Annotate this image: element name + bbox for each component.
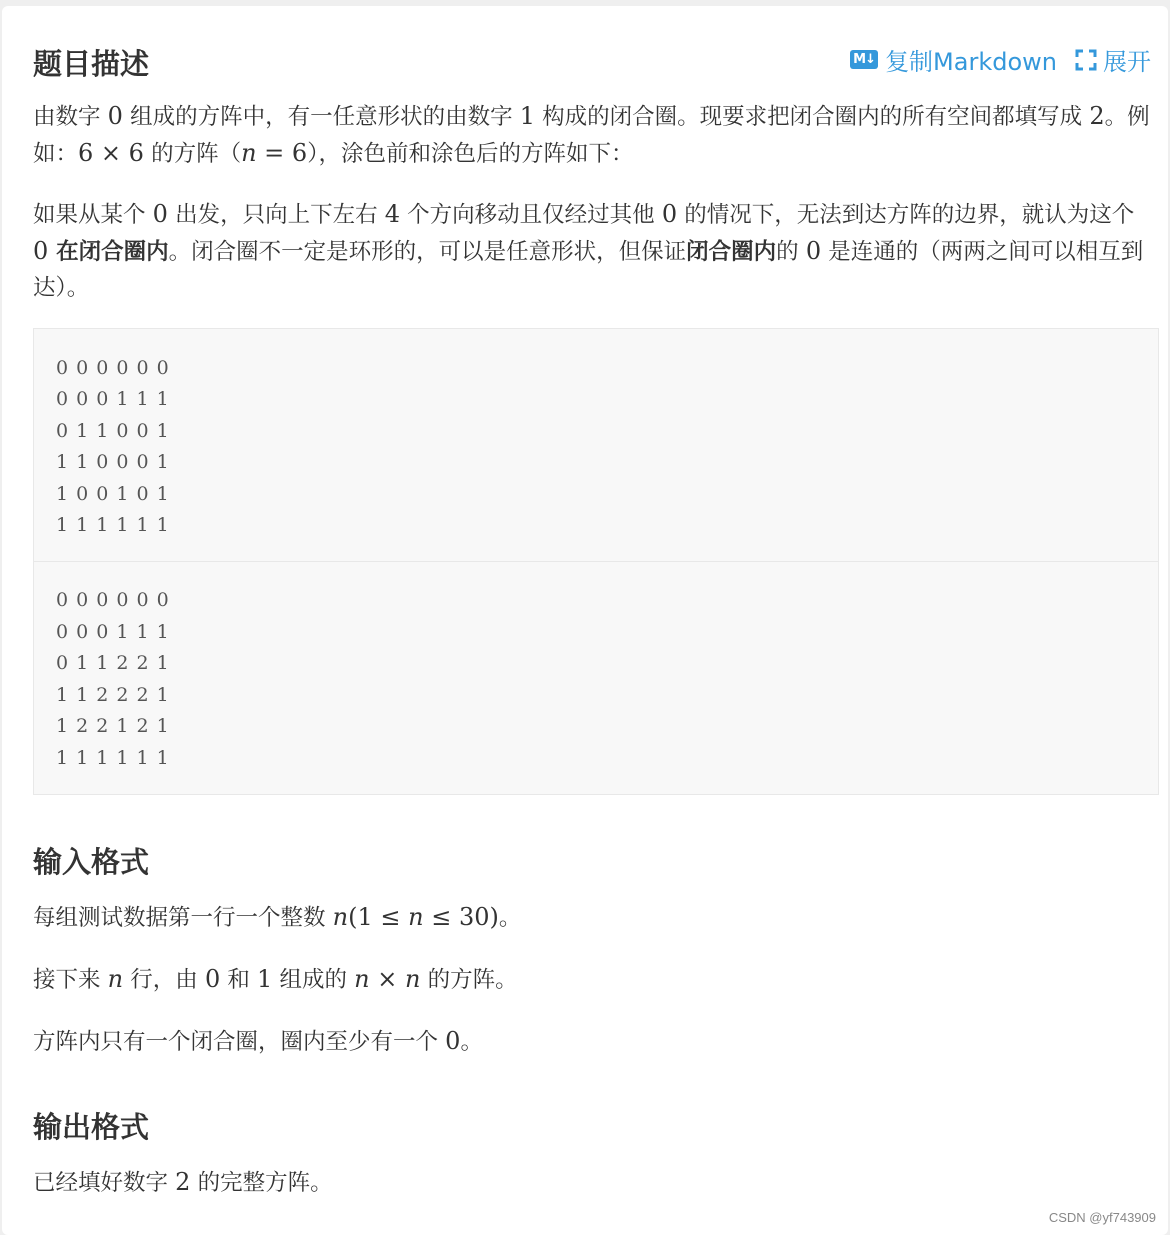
math-expression: ≤ 30) bbox=[423, 903, 499, 931]
expand-label: 展开 bbox=[1103, 48, 1151, 76]
text-span: 。 bbox=[498, 905, 522, 931]
text-span: 已经填好数字 bbox=[33, 1170, 176, 1196]
output-paragraph-1 bbox=[33, 1164, 1153, 1201]
matrix-row: 1 2 2 1 2 1 bbox=[56, 715, 170, 737]
text-span: 的 bbox=[776, 239, 806, 265]
math-operator: × bbox=[369, 965, 405, 993]
description-title: 题目描述 bbox=[33, 47, 150, 81]
matrix-row: 0 1 1 0 0 1 bbox=[56, 420, 170, 442]
input-paragraph-1 bbox=[33, 899, 1153, 936]
math-expression: (1 ≤ bbox=[348, 903, 409, 931]
matrix-after-codeblock bbox=[33, 561, 1159, 795]
text-span: 的情况下，无法到达方阵的边界，就认为这个 bbox=[677, 202, 1135, 228]
math-expression: 6 × 6 bbox=[78, 139, 144, 167]
text-span: 行，由 bbox=[123, 967, 205, 993]
text-span: 。闭合圈不一定是环形的，可以是任意形状，但保证 bbox=[168, 239, 687, 265]
text-span: 个方向移动且仅经过其他 bbox=[400, 202, 662, 228]
math-digit: 1 bbox=[257, 965, 273, 993]
text-span: 。例如： bbox=[33, 104, 1150, 167]
text-span: 的完整方阵。 bbox=[190, 1170, 333, 1196]
math-digit: 0 bbox=[33, 237, 49, 265]
header-actions bbox=[850, 42, 1151, 77]
csdn-watermark: CSDN @yf743909 bbox=[1048, 1210, 1156, 1225]
input-paragraph-2 bbox=[33, 961, 1153, 998]
math-variable: n bbox=[107, 965, 124, 993]
math-variable: n bbox=[404, 965, 421, 993]
expand-button[interactable] bbox=[1057, 42, 1151, 77]
output-format-title: 输出格式 bbox=[33, 1110, 150, 1144]
math-variable: n bbox=[332, 903, 349, 931]
markdown-icon: M↓ bbox=[850, 50, 878, 69]
matrix-row: 0 0 0 1 1 1 bbox=[56, 621, 170, 643]
math-digit: 1 bbox=[519, 102, 536, 130]
matrix-row: 0 0 0 1 1 1 bbox=[56, 388, 170, 410]
input-paragraph-3 bbox=[33, 1023, 1153, 1060]
bold-text: 在闭合圈内 bbox=[48, 239, 169, 265]
matrix-row: 1 0 0 1 0 1 bbox=[56, 483, 170, 505]
text-span: 接下来 bbox=[33, 967, 108, 993]
math-expression: = 6 bbox=[256, 139, 308, 167]
copy-markdown-label: 复制Markdown bbox=[885, 48, 1057, 76]
math-digit: 0 bbox=[661, 200, 678, 228]
text-span: 的方阵（ bbox=[143, 141, 242, 167]
text-span: 由数字 bbox=[33, 104, 108, 130]
copy-markdown-button[interactable] bbox=[850, 42, 1057, 77]
matrix-row: 0 0 0 0 0 0 bbox=[56, 357, 170, 379]
text-span: 每组测试数据第一行一个整数 bbox=[33, 905, 333, 931]
text-span: 构成的闭合圈。现要求把闭合圈内的所有空间都填写成 bbox=[535, 104, 1090, 130]
problem-card bbox=[2, 6, 1168, 1235]
text-span: 的方阵。 bbox=[420, 967, 518, 993]
math-digit: 0 bbox=[107, 102, 123, 130]
matrix-before-codeblock bbox=[33, 328, 1159, 562]
input-format-title: 输入格式 bbox=[33, 845, 150, 879]
text-span: 方阵内只有一个闭合圈，圈内至少有一个 bbox=[33, 1029, 446, 1055]
math-digit: 0 bbox=[204, 965, 221, 993]
text-span: 如果从某个 bbox=[33, 202, 153, 228]
text-span: 是连通的（两两之间可以相互到达）。 bbox=[33, 239, 1144, 301]
matrix-row: 1 1 1 1 1 1 bbox=[56, 747, 170, 769]
matrix-row: 1 1 1 1 1 1 bbox=[56, 514, 170, 536]
text-span: 。 bbox=[460, 1029, 483, 1055]
text-span: 和 bbox=[220, 967, 258, 993]
description-paragraph-2 bbox=[33, 196, 1153, 306]
text-span: 出发，只向上下左右 bbox=[167, 202, 385, 228]
matrix-row: 1 1 0 0 0 1 bbox=[56, 451, 170, 473]
math-digit: 0 bbox=[152, 200, 168, 228]
matrix-row: 0 0 0 0 0 0 bbox=[56, 589, 170, 611]
description-paragraph-1 bbox=[33, 98, 1153, 172]
math-digit: 0 bbox=[445, 1027, 461, 1055]
math-digit: 0 bbox=[805, 237, 822, 265]
math-digit: 2 bbox=[1089, 102, 1105, 130]
math-variable: n bbox=[408, 903, 424, 931]
text-span: 组成的 bbox=[272, 967, 355, 993]
math-digit: 4 bbox=[384, 200, 401, 228]
matrix-row: 0 1 1 2 2 1 bbox=[56, 652, 170, 674]
text-span: 组成的方阵中，有一任意形状的由数字 bbox=[122, 104, 520, 130]
bold-text: 闭合圈内 bbox=[686, 239, 777, 265]
math-variable: n bbox=[241, 139, 257, 167]
text-span: ），涂色前和涂色后的方阵如下： bbox=[307, 141, 634, 167]
math-digit: 2 bbox=[175, 1168, 191, 1196]
math-variable: n bbox=[354, 965, 370, 993]
expand-icon bbox=[1075, 49, 1097, 71]
matrix-row: 1 1 2 2 2 1 bbox=[56, 684, 170, 706]
